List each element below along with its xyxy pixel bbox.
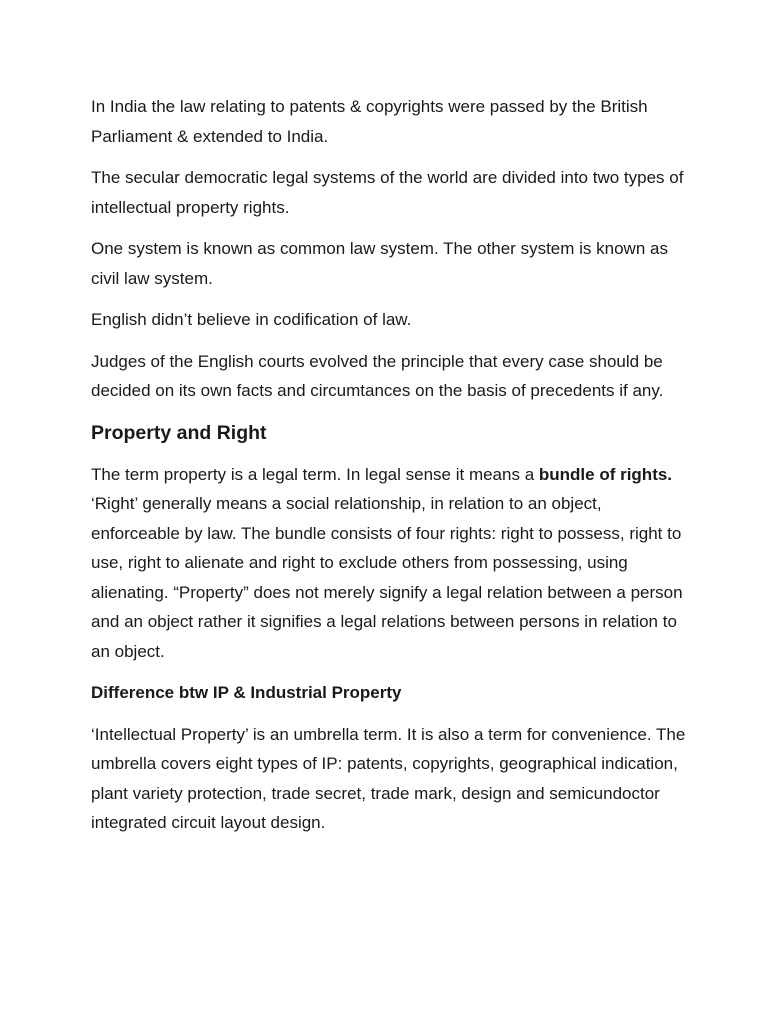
document-page xyxy=(91,92,691,850)
paragraph-patents-copyrights: In India the law relating to patents & copyrights were passed by the British Parliament & extended to India. xyxy=(91,97,648,146)
paragraph-intellectual-property-umbrella: ‘Intellectual Property’ is an umbrella term. It is also a term for convenience. The umbrella covers eight types of IP: patents, copyrights, geographical indication, plant variety protection, trade secret, trade mark, design and semicundoctor integrated circuit layout design. xyxy=(91,724,686,832)
paragraph-english-judges: Judges of the English courts evolved the principle that every case should be decided on its own facts and circumtances on the basis of precedents if any. xyxy=(91,351,664,400)
property-text-start: The term property is a legal term. In legal sense it means a xyxy=(91,464,539,484)
paragraph-common-civil-law: One system is known as common law system. The other system is known as civil law system. xyxy=(91,239,668,288)
heading-difference-ip-industrial: Difference btw IP & Industrial Property xyxy=(91,683,402,702)
paragraph-codification: English didn’t believe in codification of law. xyxy=(91,310,412,329)
paragraph-property-definition xyxy=(91,460,691,667)
bundle-of-rights-emphasis: bundle of rights. xyxy=(538,464,673,484)
paragraph-legal-systems: The secular democratic legal systems of the world are divided into two types of intellectual property rights. xyxy=(91,168,684,217)
property-text-rest: ‘Right’ generally means a social relationship, in relation to an object, enforceable by law. The bundle consists of four rights: right to possess, right to use, right to alienate and right to exclude others from possessing, using alienating. “Property” does not merely signify a legal relation between a person and an object rather it signifies a legal relations between persons in relation to an object. xyxy=(91,494,683,661)
heading-property-and-right: Property and Right xyxy=(91,421,267,444)
